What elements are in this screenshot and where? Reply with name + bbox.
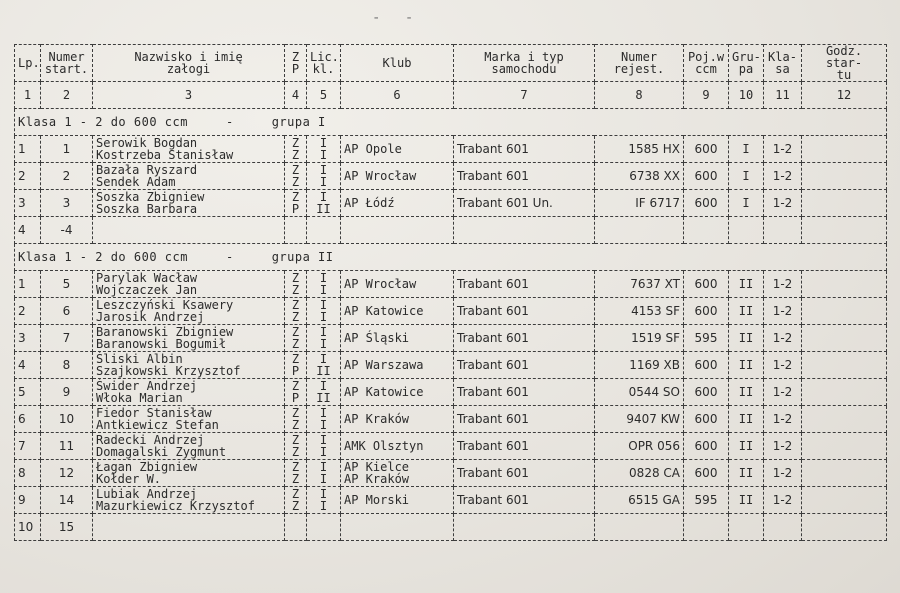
group-cell: II [729, 433, 764, 460]
registration-cell: 6738 XX [595, 163, 684, 190]
capacity-cell: 600 [684, 460, 729, 487]
cell-line: Z [291, 190, 300, 204]
registration-cell: 4153 SF [595, 298, 684, 325]
column-number: 3 [93, 82, 285, 109]
class-cell: 1-2 [764, 136, 802, 163]
cell-line: Z [291, 325, 300, 339]
column-number: 7 [454, 82, 595, 109]
start-time-cell [802, 298, 887, 325]
cell-line: II [316, 364, 331, 378]
top-mark: - - [372, 10, 422, 26]
car-cell: Trabant 601 Un. [454, 190, 595, 217]
zp-cell [285, 163, 307, 190]
start-number-cell: 9 [41, 379, 93, 406]
cell-line: Z [291, 148, 300, 162]
start-time-cell [802, 163, 887, 190]
crew-names-cell [93, 514, 285, 541]
cell-line: I [319, 445, 328, 459]
start-time-cell [802, 136, 887, 163]
registration-cell: 0544 SO [595, 379, 684, 406]
class-cell [764, 514, 802, 541]
crew-names-cell [93, 460, 285, 487]
licence-cell [307, 325, 341, 352]
group-cell: II [729, 352, 764, 379]
cell-line: Z [291, 175, 300, 189]
club-cell: AP Morski [341, 487, 454, 514]
table-row [15, 217, 887, 244]
capacity-cell: 600 [684, 271, 729, 298]
car-cell: Trabant 601 [454, 298, 595, 325]
cell-line: II [316, 391, 331, 405]
cell-line: Z [291, 499, 300, 513]
start-number-cell: 2 [41, 163, 93, 190]
lp-cell: 4 [15, 352, 41, 379]
licence-cell [307, 406, 341, 433]
cell-line: Śliski Albin [96, 352, 183, 366]
lp-cell: 6 [15, 406, 41, 433]
cell-line: I [319, 418, 328, 432]
cell-line: Bazała Ryszard [96, 163, 198, 177]
cell-line: Z [291, 460, 300, 474]
start-list-table [14, 44, 887, 541]
zp-cell [285, 325, 307, 352]
cell-line: Radecki Andrzej [96, 433, 205, 447]
registration-cell [595, 217, 684, 244]
header-klub: Klub [341, 45, 454, 82]
crew-names-cell [93, 298, 285, 325]
column-number: 5 [307, 82, 341, 109]
cell-line: I [319, 325, 328, 339]
group-cell: II [729, 460, 764, 487]
lp-cell: 10 [15, 514, 41, 541]
club-cell [341, 514, 454, 541]
group-cell: II [729, 325, 764, 352]
column-number: 10 [729, 82, 764, 109]
cell-line: Z [291, 298, 300, 312]
licence-cell [307, 487, 341, 514]
licence-cell [307, 433, 341, 460]
registration-cell: 1585 HX [595, 136, 684, 163]
header-row [15, 45, 887, 82]
table-row [15, 325, 887, 352]
column-number: 4 [285, 82, 307, 109]
class-cell: 1-2 [764, 190, 802, 217]
class-cell: 1-2 [764, 163, 802, 190]
cell-line: I [319, 472, 328, 486]
table-row [15, 460, 887, 487]
club-cell: AP Katowice [341, 298, 454, 325]
class-cell: 1-2 [764, 460, 802, 487]
table-row [15, 406, 887, 433]
table-row [15, 352, 887, 379]
cell-line: Z [291, 271, 300, 285]
group-cell: II [729, 298, 764, 325]
crew-names-cell [93, 325, 285, 352]
group-cell: II [729, 406, 764, 433]
cell-line: I [319, 148, 328, 162]
zp-cell [285, 460, 307, 487]
cell-line: Kołder W. [96, 472, 162, 486]
start-number-cell: 12 [41, 460, 93, 487]
class-cell: 1-2 [764, 433, 802, 460]
cell-line: I [319, 499, 328, 513]
licence-cell [307, 352, 341, 379]
lp-cell: 9 [15, 487, 41, 514]
capacity-cell: 600 [684, 136, 729, 163]
cell-line: I [319, 190, 328, 204]
capacity-cell: 600 [684, 406, 729, 433]
club-cell: AP Wrocław [341, 271, 454, 298]
crew-names-cell [93, 487, 285, 514]
capacity-cell [684, 514, 729, 541]
cell-line: Szajkowski Krzysztof [96, 364, 241, 378]
start-time-cell [802, 514, 887, 541]
cell-line: I [319, 460, 328, 474]
lp-cell: 3 [15, 325, 41, 352]
group-cell: I [729, 163, 764, 190]
club-cell [341, 460, 454, 487]
crew-names-cell [93, 217, 285, 244]
class-cell: 1-2 [764, 325, 802, 352]
car-cell: Trabant 601 [454, 163, 595, 190]
start-number-cell: 7 [41, 325, 93, 352]
licence-cell [307, 379, 341, 406]
registration-cell: 1169 XB [595, 352, 684, 379]
zp-cell [285, 298, 307, 325]
cell-line: Soszka Barbara [96, 202, 198, 216]
capacity-cell: 600 [684, 163, 729, 190]
column-number: 1 [15, 82, 41, 109]
crew-names-cell [93, 379, 285, 406]
column-number-row [15, 82, 887, 109]
column-number: 12 [802, 82, 887, 109]
cell-line: Z [291, 283, 300, 297]
class-cell: 1-2 [764, 487, 802, 514]
column-number: 2 [41, 82, 93, 109]
club-cell: AP Kraków [341, 406, 454, 433]
registration-cell: 9407 KW [595, 406, 684, 433]
lp-cell: 2 [15, 298, 41, 325]
cell-line: Włoka Marian [96, 391, 183, 405]
table-row [15, 379, 887, 406]
cell-line: II [316, 202, 331, 216]
car-cell [454, 217, 595, 244]
cell-line: AP Kraków [344, 472, 410, 486]
cell-line: P [291, 202, 300, 216]
licence-cell [307, 190, 341, 217]
table-row [15, 487, 887, 514]
zp-cell [285, 406, 307, 433]
car-cell: Trabant 601 [454, 433, 595, 460]
registration-cell: 7637 XT [595, 271, 684, 298]
club-cell: AP Warszawa [341, 352, 454, 379]
start-time-cell [802, 460, 887, 487]
car-cell: Trabant 601 [454, 325, 595, 352]
club-cell: AP Opole [341, 136, 454, 163]
capacity-cell: 600 [684, 379, 729, 406]
group2-rows [15, 271, 887, 541]
car-cell [454, 514, 595, 541]
table-row [15, 298, 887, 325]
registration-cell: 6515 GA [595, 487, 684, 514]
cell-line: Z [291, 433, 300, 447]
registration-cell: IF 6717 [595, 190, 684, 217]
licence-cell [307, 514, 341, 541]
cell-line: Z [291, 136, 300, 150]
start-number-cell: 14 [41, 487, 93, 514]
zp-cell [285, 433, 307, 460]
licence-cell [307, 298, 341, 325]
car-cell: Trabant 601 [454, 352, 595, 379]
crew-names-cell [93, 163, 285, 190]
group-cell [729, 514, 764, 541]
crew-names-cell [93, 352, 285, 379]
header-lp: Lp. [15, 45, 41, 82]
car-cell: Trabant 601 [454, 136, 595, 163]
club-cell: AP Śląski [341, 325, 454, 352]
group-heading-1: Klasa 1 - 2 do 600 ccm - grupa I [15, 109, 887, 136]
cell-line: Z [291, 352, 300, 366]
start-number-cell: 3 [41, 190, 93, 217]
cell-line: I [319, 163, 328, 177]
group-cell [729, 217, 764, 244]
cell-line: Domagalski Zygmunt [96, 445, 227, 459]
cell-line: Parylak Wacław [96, 271, 198, 285]
cell-line: Leszczyński Ksawery [96, 298, 234, 312]
zp-cell [285, 379, 307, 406]
class-cell: 1-2 [764, 271, 802, 298]
lp-cell: 8 [15, 460, 41, 487]
header-nazwisko: Nazwisko i imię załogi [93, 45, 285, 82]
lp-cell: 4 [15, 217, 41, 244]
cell-line: Z [291, 310, 300, 324]
cell-line: AP Kielce [344, 460, 410, 474]
group-cell: I [729, 136, 764, 163]
group-cell: II [729, 271, 764, 298]
group-cell: II [729, 487, 764, 514]
table-row [15, 190, 887, 217]
group-cell: I [729, 190, 764, 217]
start-number-cell: 1 [41, 136, 93, 163]
car-cell: Trabant 601 [454, 406, 595, 433]
header-numer-rejest: Numer rejest. [595, 45, 684, 82]
start-number-cell: 8 [41, 352, 93, 379]
class-cell: 1-2 [764, 298, 802, 325]
cell-line: P [291, 391, 300, 405]
cell-line: Kostrzeba Stanisław [96, 148, 234, 162]
start-time-cell [802, 487, 887, 514]
start-time-cell [802, 406, 887, 433]
class-cell: 1-2 [764, 352, 802, 379]
cell-line: I [319, 271, 328, 285]
column-number: 9 [684, 82, 729, 109]
cell-line: I [319, 406, 328, 420]
capacity-cell: 600 [684, 433, 729, 460]
car-cell: Trabant 601 [454, 379, 595, 406]
cell-line: Jarosik Andrzej [96, 310, 205, 324]
start-number-cell: 11 [41, 433, 93, 460]
crew-names-cell [93, 271, 285, 298]
lp-cell: 3 [15, 190, 41, 217]
licence-cell [307, 163, 341, 190]
group-heading-row [15, 109, 887, 136]
cell-line: I [319, 310, 328, 324]
cell-line: Baranowski Zbigniew [96, 325, 234, 339]
start-time-cell [802, 433, 887, 460]
lp-cell: 1 [15, 136, 41, 163]
licence-cell [307, 271, 341, 298]
start-number-cell: 10 [41, 406, 93, 433]
cell-line: Mazurkiewicz Krzysztof [96, 499, 255, 513]
car-cell: Trabant 601 [454, 460, 595, 487]
start-time-cell [802, 217, 887, 244]
cell-line: I [319, 175, 328, 189]
cell-line: Lubiak Andrzej [96, 487, 198, 501]
club-cell: AP Wrocław [341, 163, 454, 190]
registration-cell [595, 514, 684, 541]
lp-cell: 5 [15, 379, 41, 406]
start-number-cell: -4 [41, 217, 93, 244]
cell-line: Z [291, 163, 300, 177]
zp-cell [285, 352, 307, 379]
start-number-cell: 15 [41, 514, 93, 541]
table-row [15, 433, 887, 460]
licence-cell [307, 460, 341, 487]
table-row [15, 163, 887, 190]
start-number-cell: 5 [41, 271, 93, 298]
class-cell: 1-2 [764, 406, 802, 433]
class-cell: 1-2 [764, 379, 802, 406]
start-time-cell [802, 352, 887, 379]
licence-cell [307, 217, 341, 244]
cell-line: Z [291, 445, 300, 459]
table-row [15, 271, 887, 298]
start-time-cell [802, 190, 887, 217]
crew-names-cell [93, 433, 285, 460]
club-cell: AP Łódź [341, 190, 454, 217]
registration-cell: 1519 SF [595, 325, 684, 352]
cell-line: Baranowski Bogumił [96, 337, 227, 351]
header-grupa: Gru- pa [729, 45, 764, 82]
group-heading-row [15, 244, 887, 271]
header-klasa: Kla- sa [764, 45, 802, 82]
cell-line: Soszka Zbigniew [96, 190, 205, 204]
group-cell: II [729, 379, 764, 406]
cell-line: I [319, 337, 328, 351]
column-number: 8 [595, 82, 684, 109]
cell-line: Świder Andrzej [96, 379, 198, 393]
header-numer-start: Numer start. [41, 45, 93, 82]
cell-line: Z [291, 337, 300, 351]
cell-line: Z [291, 418, 300, 432]
cell-line: I [319, 433, 328, 447]
cell-line: P [291, 364, 300, 378]
zp-cell [285, 190, 307, 217]
registration-cell: 0828 CA [595, 460, 684, 487]
cell-line: Antkiewicz Stefan [96, 418, 219, 432]
start-time-cell [802, 379, 887, 406]
capacity-cell: 600 [684, 190, 729, 217]
cell-line: Z [291, 472, 300, 486]
cell-line: I [319, 487, 328, 501]
zp-cell [285, 217, 307, 244]
cell-line: Łagan Zbigniew [96, 460, 198, 474]
group1-rows [15, 136, 887, 244]
cell-line: Z [291, 379, 300, 393]
start-number-cell: 6 [41, 298, 93, 325]
lp-cell: 7 [15, 433, 41, 460]
capacity-cell: 600 [684, 352, 729, 379]
capacity-cell [684, 217, 729, 244]
crew-names-cell [93, 136, 285, 163]
cell-line: Sendek Adam [96, 175, 176, 189]
column-number: 11 [764, 82, 802, 109]
club-cell: AP Katowice [341, 379, 454, 406]
cell-line: Fiedor Stanisław [96, 406, 212, 420]
header-godz: Godz. star- tu [802, 45, 887, 82]
zp-cell [285, 514, 307, 541]
header-lic: Lic. kl. [307, 45, 341, 82]
capacity-cell: 595 [684, 487, 729, 514]
licence-cell [307, 136, 341, 163]
registration-cell: OPR 056 [595, 433, 684, 460]
cell-line: I [319, 283, 328, 297]
capacity-cell: 595 [684, 325, 729, 352]
car-cell: Trabant 601 [454, 487, 595, 514]
cell-line: I [319, 352, 328, 366]
column-number: 6 [341, 82, 454, 109]
zp-cell [285, 487, 307, 514]
header-poj: Poj.w ccm [684, 45, 729, 82]
lp-cell: 1 [15, 271, 41, 298]
table-row [15, 136, 887, 163]
car-cell: Trabant 601 [454, 271, 595, 298]
zp-cell [285, 271, 307, 298]
crew-names-cell [93, 190, 285, 217]
cell-line: I [319, 379, 328, 393]
table-row [15, 514, 887, 541]
cell-line: Wojczaczek Jan [96, 283, 198, 297]
cell-line: Serowik Bogdan [96, 136, 198, 150]
cell-line: Z [291, 406, 300, 420]
group-heading-2: Klasa 1 - 2 do 600 ccm - grupa II [15, 244, 887, 271]
start-time-cell [802, 271, 887, 298]
club-cell: AMK Olsztyn [341, 433, 454, 460]
capacity-cell: 600 [684, 298, 729, 325]
lp-cell: 2 [15, 163, 41, 190]
header-zp: Z P [285, 45, 307, 82]
club-cell [341, 217, 454, 244]
class-cell [764, 217, 802, 244]
cell-line: Z [291, 487, 300, 501]
cell-line: I [319, 298, 328, 312]
cell-line: I [319, 136, 328, 150]
start-time-cell [802, 325, 887, 352]
header-marka: Marka i typ samochodu [454, 45, 595, 82]
zp-cell [285, 136, 307, 163]
crew-names-cell [93, 406, 285, 433]
